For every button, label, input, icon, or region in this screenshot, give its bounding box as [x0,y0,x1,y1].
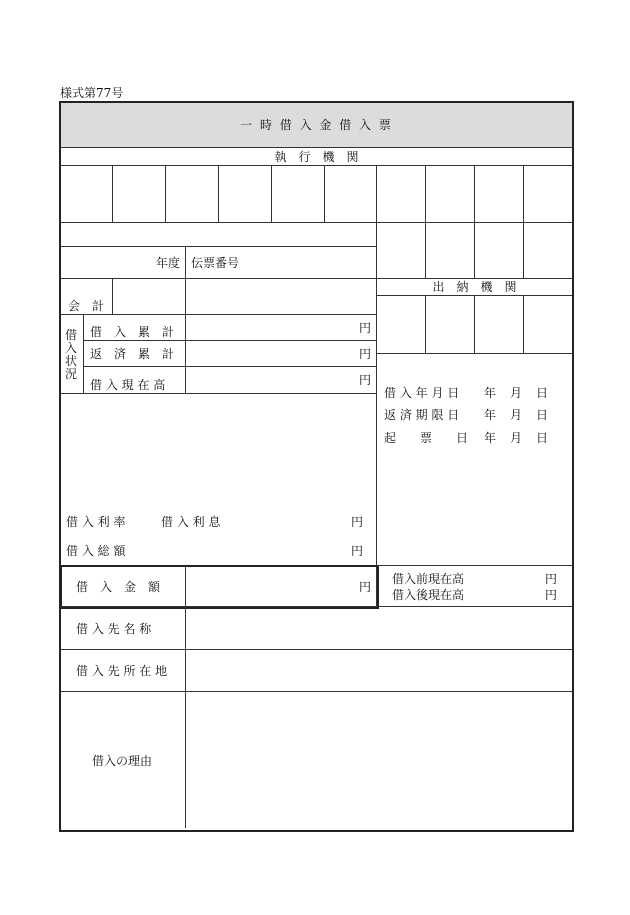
divider [60,165,572,166]
divider [60,246,376,247]
yen-unit: 円 [359,321,372,335]
total-label: 借 入 総 額 [66,544,126,558]
divider [83,314,84,393]
after-balance-label: 借入後現在高 [392,588,465,602]
suito-kikan-header: 出 納 機 関 [432,280,517,294]
yen-unit: 円 [545,572,558,586]
seal-divider [523,165,524,278]
lender-address-label: 借 入 先 所 在 地 [76,664,168,678]
amount-label: 借 入 金 額 [76,580,161,594]
status-row-label: 返 済 累 計 [90,347,175,361]
seal-divider [474,165,475,278]
denpyo-bango-label: 伝票番号 [191,256,240,270]
form-number: 様式第77号 [60,86,124,100]
divider [60,278,572,279]
date-label: 借 入 年 月 日 [384,386,460,400]
seal-divider [271,165,272,222]
section-divider [376,165,377,606]
status-row-label: 借 入 累 計 [90,325,175,339]
date-label: 返 済 期 限 日 [384,408,460,422]
seal-divider [218,165,219,222]
seal-divider [112,165,113,222]
yen-unit: 円 [359,373,372,387]
form-frame [59,101,574,832]
seal-divider [474,295,475,353]
interest-label: 借 入 利 息 [161,515,221,529]
date-label: 起 票 日 [384,431,469,445]
yen-unit: 円 [359,347,372,361]
yen-unit: 円 [351,515,364,529]
divider [83,340,376,341]
status-label: 借入状況 [64,328,77,381]
divider [60,649,572,650]
seal-divider [425,295,426,353]
divider [60,314,376,315]
seal-divider [425,165,426,278]
seal-divider [165,165,166,222]
yen-unit: 円 [359,580,372,594]
nendo-label: 年度 [156,256,181,270]
seal-divider [324,165,325,222]
form-title: 一 時 借 入 金 借 入 票 [240,118,393,132]
divider [83,366,376,367]
date-value: 年 月 日 [484,386,550,400]
interest-rate-label: 借 入 利 率 [66,515,126,529]
divider [60,222,572,223]
divider [112,278,113,314]
yen-unit: 円 [545,588,558,602]
before-balance-label: 借入前現在高 [392,572,465,586]
divider [60,393,376,394]
yen-unit: 円 [351,544,364,558]
divider [185,606,186,828]
seal-divider [523,295,524,353]
date-value: 年 月 日 [484,408,550,422]
divider [376,353,572,354]
divider [60,606,572,607]
divider [185,566,186,606]
reason-label: 借入の理由 [92,754,153,768]
divider [60,691,572,692]
lender-name-label: 借 入 先 名 称 [76,622,152,636]
shikko-kikan-header: 執 行 機 関 [274,150,359,164]
kaikei-label: 会 計 [68,299,105,313]
status-row-label: 借 入 現 在 高 [90,378,166,392]
date-value: 年 月 日 [484,431,550,445]
divider [376,565,572,566]
divider [185,246,186,393]
